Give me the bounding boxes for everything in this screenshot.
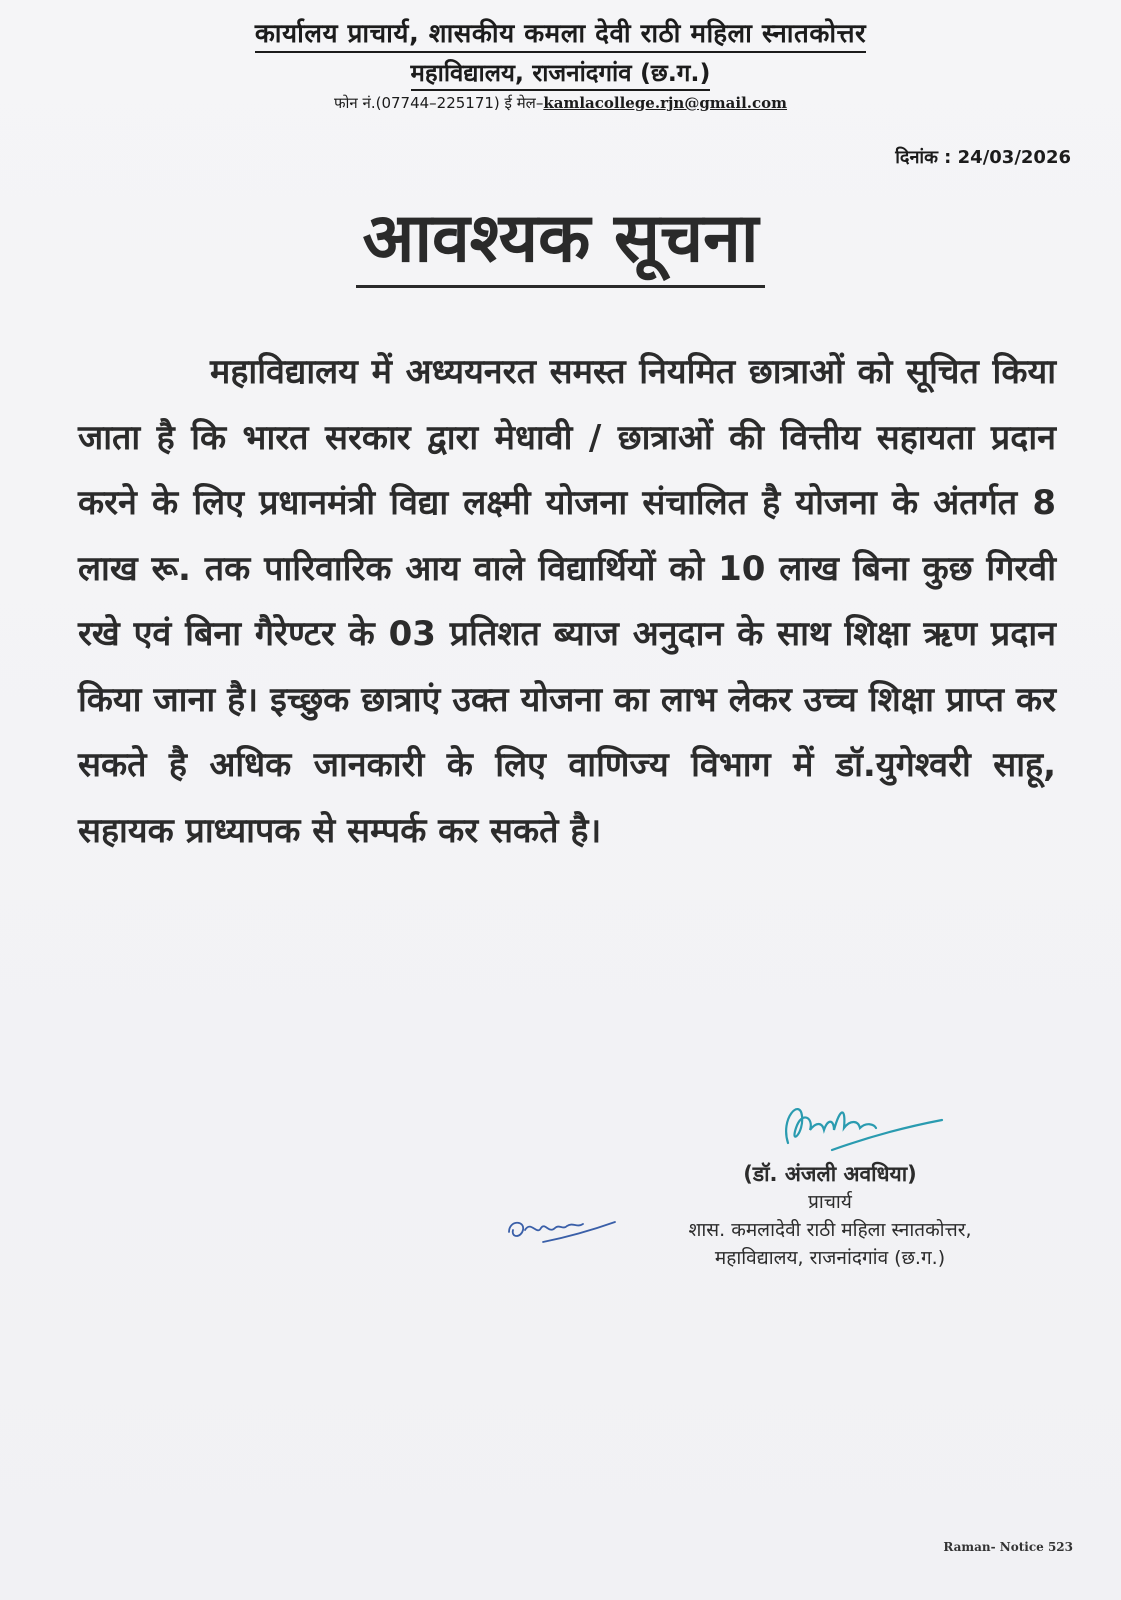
signatory-designation: प्राचार्य bbox=[808, 1191, 852, 1213]
signatory-institution-line2: महाविद्यालय, राजनांदगांव (छ.ग.) bbox=[714, 1247, 946, 1269]
header-phone: फोन नं.(07744–225171) ई मेल– bbox=[333, 94, 544, 112]
header-college-line bbox=[0, 56, 1121, 89]
notice-date: दिनांक : 24/03/2026 bbox=[895, 147, 1071, 168]
header-email: kamlacollege.rjn@gmail.com bbox=[543, 94, 788, 112]
signatory-institution-line1: शास. कमलादेवी राठी महिला स्नातकोत्तर, bbox=[688, 1219, 972, 1241]
header-office-line bbox=[0, 14, 1121, 50]
signatory-block bbox=[600, 1160, 1060, 1272]
header-college-text: महाविद्यालय, राजनांदगांव (छ.ग.) bbox=[411, 59, 711, 91]
notice-body: महाविद्यालय में अध्ययनरत समस्त नियमित छात्राओं को सूचित किया जाता है कि भारत सरकार द्वारा मेधावी / छात्राओं की वित्तीय सहायता प्रदान करने के लिए प्रधानमंत्री विद्या लक्ष्मी योजना संचालित है योजना के अंतर्गत 8 लाख रू. तक पारिवारिक आय वाले विद्यार्थियों को 10 लाख बिना कुछ गिरवी रखे एवं बिना गैरेण्टर के 03 प्रतिशत ब्याज अनुदान के साथ शिक्षा ऋण प्रदान किया जाना है। इच्छुक छात्राएं उक्त योजना का लाभ लेकर उच्च शिक्षा प्राप्त कर सकते है अधिक जानकारी के लिए वाणिज्य विभाग में डॉ.युगेश्वरी साहू, सहायक प्राध्यापक से सम्पर्क कर सकते है। bbox=[78, 352, 1056, 851]
footer-reference: Raman- Notice 523 bbox=[943, 1540, 1073, 1554]
notice-title-text: आवश्यक सूचना bbox=[356, 188, 764, 288]
header-office-text: कार्यालय प्राचार्य, शासकीय कमला देवी राठी महिला स्नातकोत्तर bbox=[255, 19, 866, 53]
principal-signature bbox=[770, 1088, 950, 1158]
notice-title bbox=[0, 188, 1121, 288]
signatory-name: (डॉ. अंजली अवधिया) bbox=[743, 1162, 917, 1186]
header-contact-line bbox=[0, 93, 1121, 113]
